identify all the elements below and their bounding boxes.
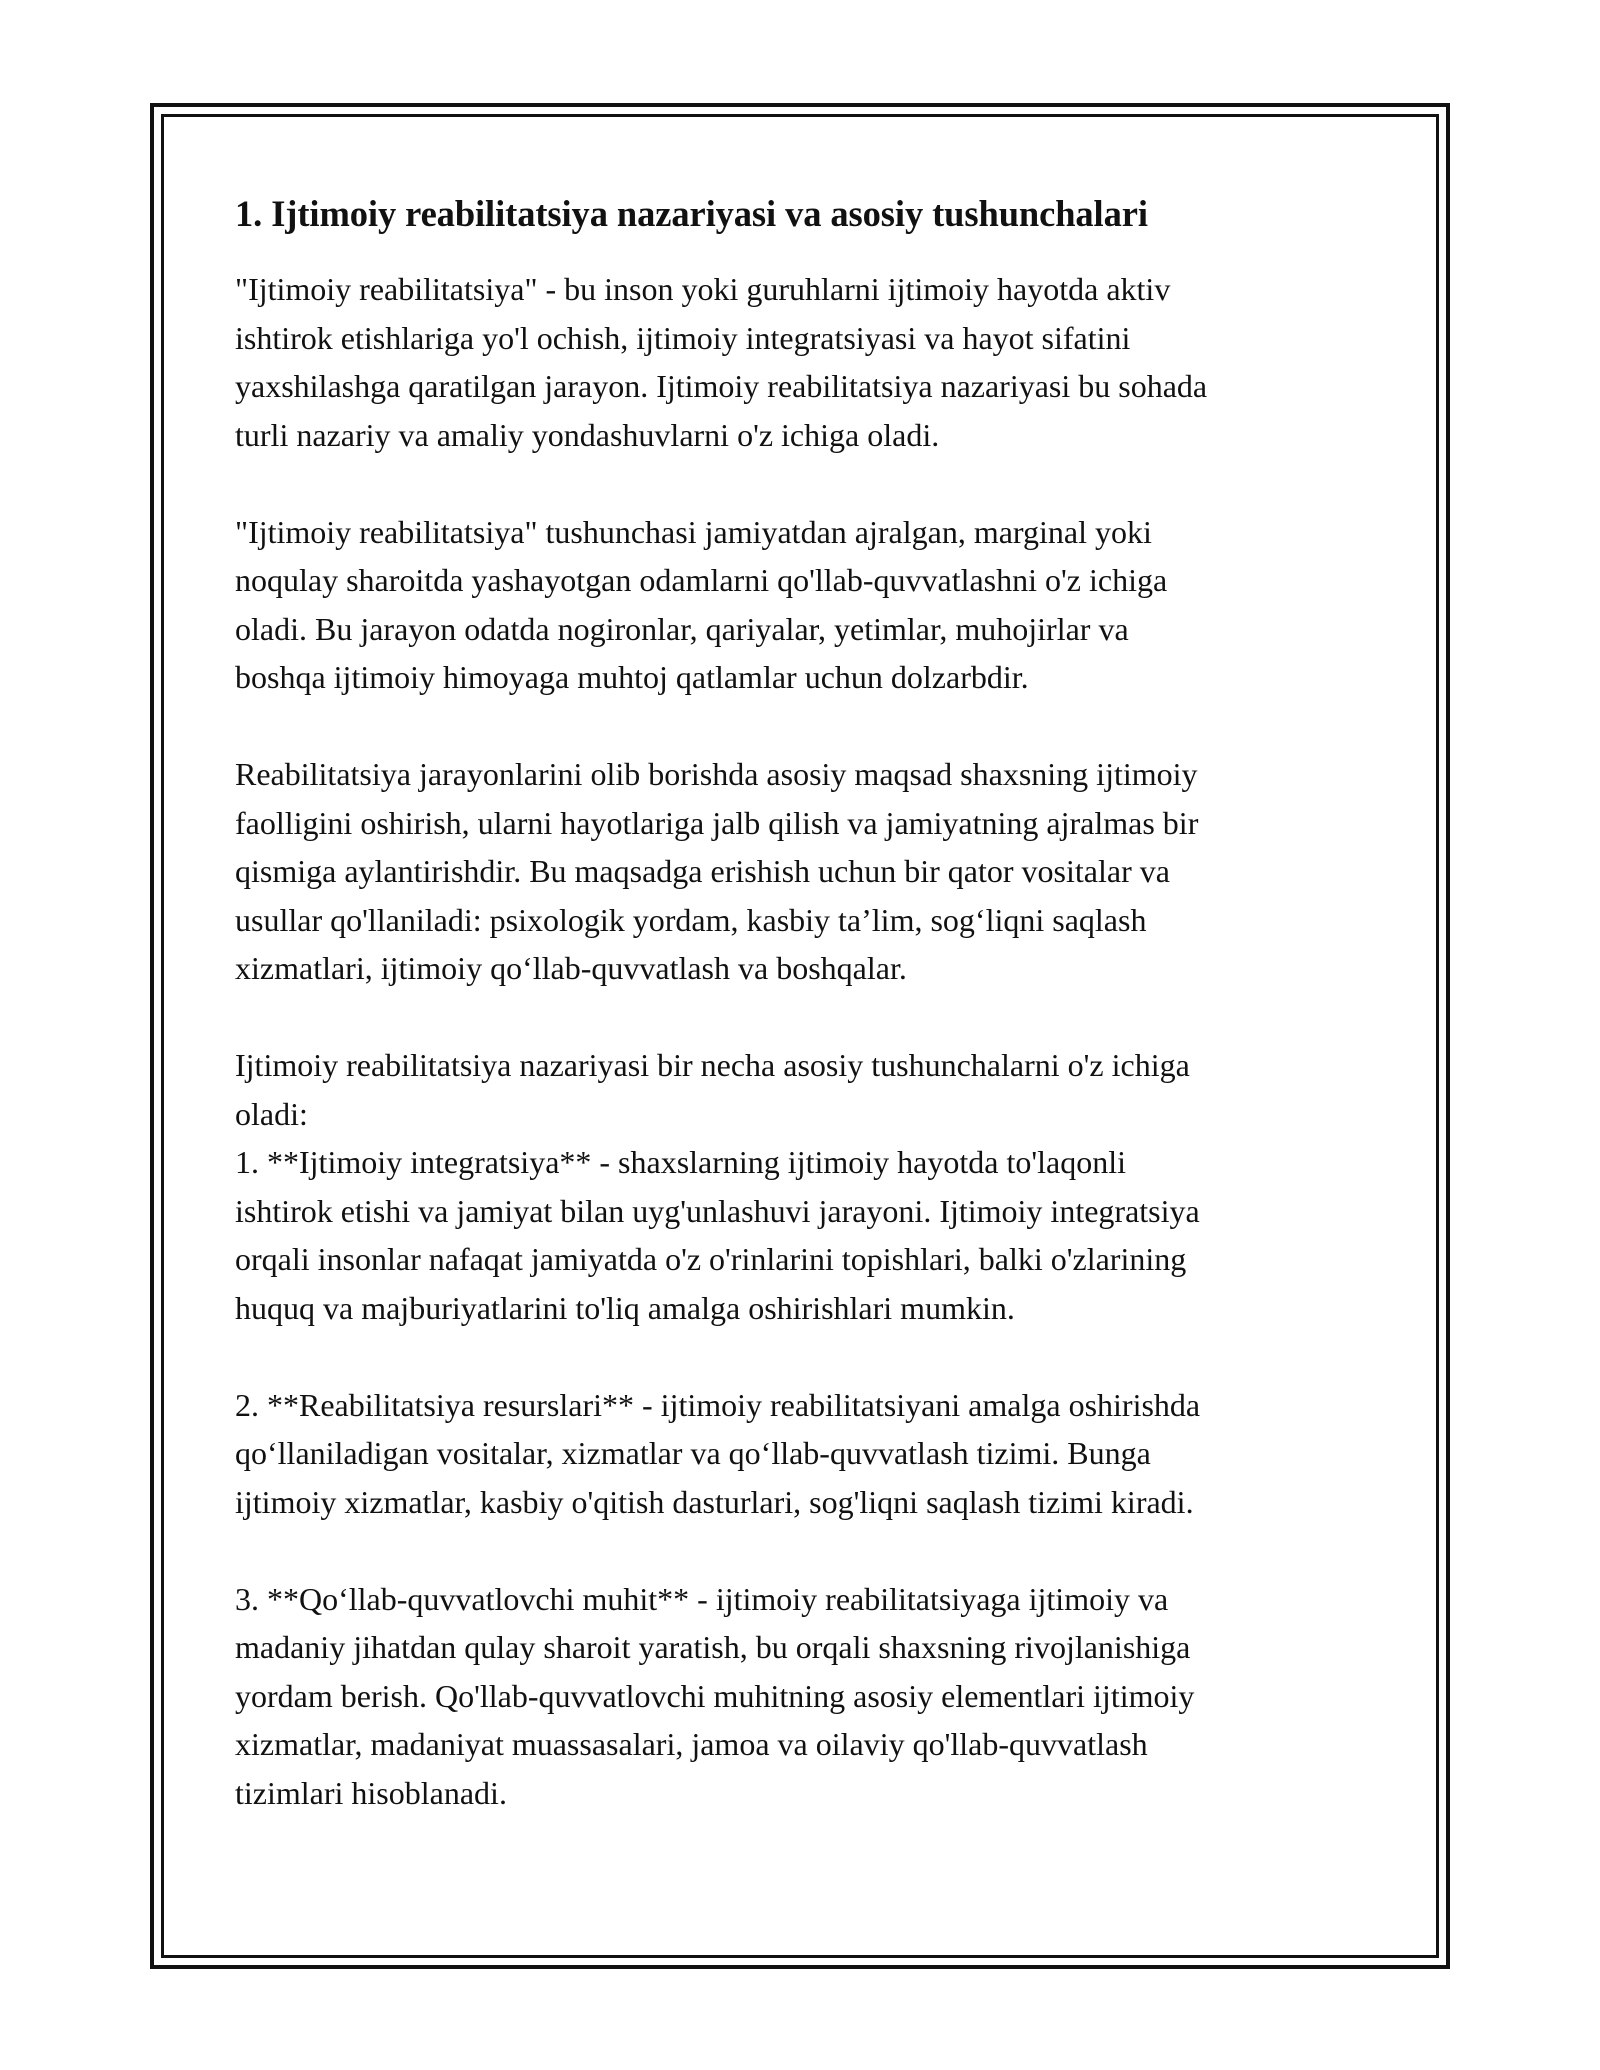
text-line: tizimlari hisoblanadi. xyxy=(235,1774,507,1811)
paragraph xyxy=(235,508,1365,702)
text-line: usullar qo'llaniladi: psixologik yordam, kasbiy ta’lim, sog‘liqni saqlash xyxy=(235,901,1147,938)
text-line: yaxshilashga qaratilgan jarayon. Ijtimoiy reabilitatsiya nazariyasi bu sohada xyxy=(235,368,1208,404)
text-line: huquq va majburiyatlarini to'liq amalga oshirishlari mumkin. xyxy=(235,1289,1015,1326)
paragraph xyxy=(235,1575,1365,1818)
paragraph xyxy=(235,750,1365,993)
paragraph xyxy=(235,265,1365,459)
document-body xyxy=(235,190,1365,1817)
paragraph xyxy=(235,1381,1365,1527)
text-line: madaniy jihatdan qulay sharoit yaratish, bu orqali shaxsning rivojlanishiga xyxy=(235,1629,1191,1665)
text-line: turli nazariy va amaliy yondashuvlarni o'z ichiga oladi. xyxy=(235,416,940,453)
text-line: boshqa ijtimoiy himoyaga muhtoj qatlamlar uchun dolzarbdir. xyxy=(235,659,1029,695)
text-line: oladi: xyxy=(235,1095,308,1132)
text-line: qismiga aylantirishdir. Bu maqsadga erishish uchun bir qator vositalar va xyxy=(235,853,1170,889)
paragraph xyxy=(235,1041,1365,1332)
text-line: ijtimoiy xizmatlar, kasbiy o'qitish dasturlari, sog'liqni saqlash tizimi kiradi. xyxy=(235,1483,1194,1520)
section-heading: 1. Ijtimoiy reabilitatsiya nazariyasi va asosiy tushunchalari xyxy=(235,193,1148,234)
text-line: orqali insonlar nafaqat jamiyatda o'z o'rinlarini topishlari, balki o'zlarining xyxy=(235,1241,1187,1277)
text-line: qo‘llaniladigan vositalar, xizmatlar va qo‘llab-quvvatlash tizimi. Bunga xyxy=(235,1435,1151,1471)
text-line: 2. **Reabilitatsiya resurslari** - ijtimoiy reabilitatsiyani amalga oshirishda xyxy=(235,1386,1201,1423)
paragraph-gap xyxy=(235,459,1365,508)
text-line: 3. **Qo‘llab-quvvatlovchi muhit** - ijtimoiy reabilitatsiyaga ijtimoiy va xyxy=(235,1580,1169,1617)
text-line: faolligini oshirish, ularni hayotlariga jalb qilish va jamiyatning ajralmas bir xyxy=(235,804,1199,841)
paragraph-gap xyxy=(235,1332,1365,1381)
text-line: "Ijtimoiy reabilitatsiya" tushunchasi jamiyatdan ajralgan, marginal yoki xyxy=(235,513,1152,550)
text-line: ishtirok etishi va jamiyat bilan uyg'unlashuvi jarayoni. Ijtimoiy integratsiya xyxy=(235,1192,1200,1229)
text-line: ishtirok etishlariga yo'l ochish, ijtimoiy integratsiyasi va hayot sifatini xyxy=(235,319,1131,356)
paragraphs-container xyxy=(235,265,1365,1817)
text-line: xizmatlari, ijtimoiy qo‘llab-quvvatlash va boshqalar. xyxy=(235,950,907,986)
text-line: "Ijtimoiy reabilitatsiya" - bu inson yoki guruhlarni ijtimoiy hayotda aktiv xyxy=(235,271,1171,307)
text-line: 1. **Ijtimoiy integratsiya** - shaxslarning ijtimoiy hayotda to'laqonli xyxy=(235,1144,1126,1180)
text-line: Reabilitatsiya jarayonlarini olib borishda asosiy maqsad shaxsning ijtimoiy xyxy=(235,756,1198,792)
paragraph-gap xyxy=(235,702,1365,751)
text-line: xizmatlar, madaniyat muassasalari, jamoa va oilaviy qo'llab-quvvatlash xyxy=(235,1726,1148,1762)
text-line: oladi. Bu jarayon odatda nogironlar, qariyalar, yetimlar, muhojirlar va xyxy=(235,610,1129,647)
text-line: noqulay sharoitda yashayotgan odamlarni qo'llab-quvvatlashni o'z ichiga xyxy=(235,562,1168,598)
text-line: Ijtimoiy reabilitatsiya nazariyasi bir necha asosiy tushunchalarni o'z ichiga xyxy=(235,1047,1190,1083)
paragraph-gap xyxy=(235,993,1365,1042)
text-line: yordam berish. Qo'llab-quvvatlovchi muhitning asosiy elementlari ijtimoiy xyxy=(235,1677,1195,1714)
paragraph-gap xyxy=(235,1526,1365,1575)
